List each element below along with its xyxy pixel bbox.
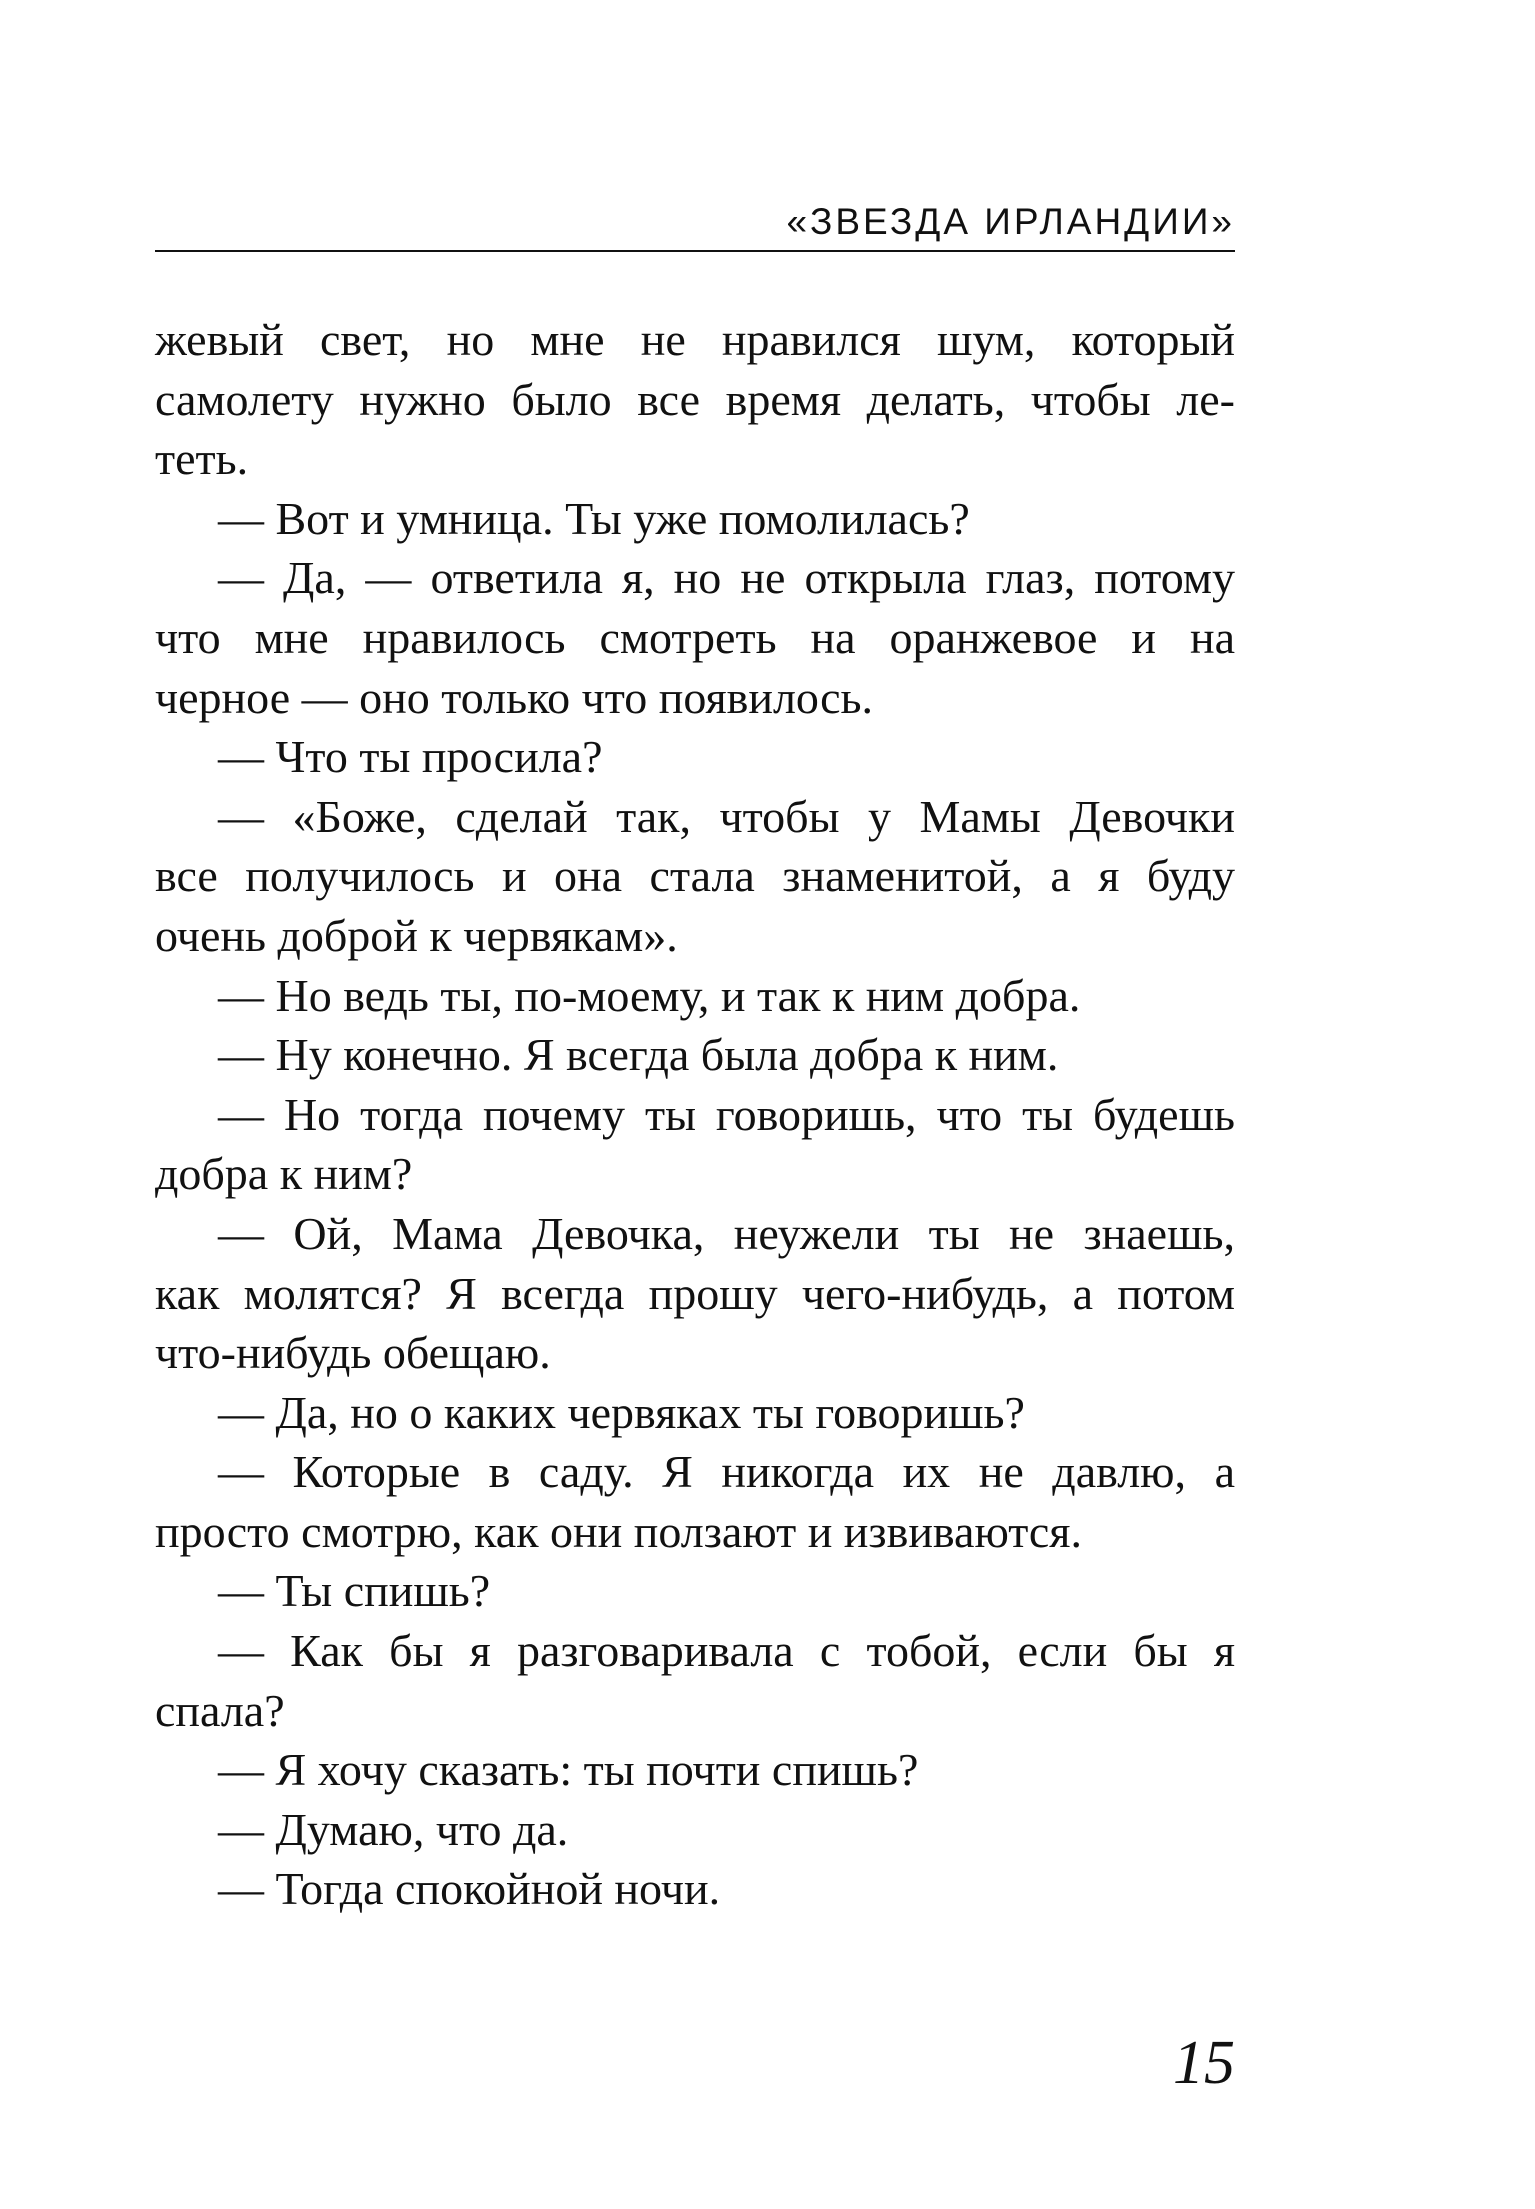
text-line: — Ой, Мама Девочка, неужели ты не знаешь,: [218, 1207, 1235, 1259]
text-line: — Которые в саду. Я никогда их не давлю, а: [218, 1446, 1235, 1498]
text-line: — Вот и умница. Ты уже помолилась?: [218, 492, 970, 544]
page-number: 15: [1173, 2029, 1235, 2097]
text-line: просто смотрю, как они ползают и извиваются.: [155, 1505, 1082, 1557]
text-line: — Я хочу сказать: ты почти спишь?: [218, 1744, 919, 1796]
header-rule: [155, 250, 1235, 252]
text-line: — Да, — ответила я, но не открыла глаз, потому: [218, 552, 1235, 604]
text-line: — Но ведь ты, по-моему, и так к ним добра.: [218, 969, 1081, 1021]
text-line: как молятся? Я всегда прошу чего-нибудь, а потом: [155, 1267, 1235, 1319]
text-line: — Думаю, что да.: [218, 1803, 569, 1855]
text-line: что-нибудь обещаю.: [155, 1327, 551, 1379]
text-line: — Но тогда почему ты говоришь, что ты будешь: [218, 1088, 1235, 1140]
text-block: [155, 310, 1235, 1919]
text-line: жевый свет, но мне не нравился шум, который: [155, 314, 1235, 365]
body-text: [155, 310, 1235, 1919]
text-line: — Ты спишь?: [218, 1565, 491, 1617]
text-line: теть.: [155, 433, 249, 485]
text-line: — Да, но о каких червяках ты говоришь?: [218, 1386, 1025, 1438]
text-line: что мне нравилось смотреть на оранжевое и на: [155, 611, 1235, 663]
text-line: черное — оно только что появилось.: [155, 671, 873, 723]
text-line: все получилось и она стала знаменитой, а я буду: [155, 850, 1235, 902]
text-line: — Что ты просила?: [218, 731, 603, 783]
text-line: спала?: [155, 1684, 285, 1736]
text-line: — «Боже, сделай так, чтобы у Мамы Девочки: [218, 790, 1235, 842]
text-line: очень доброй к червякам».: [155, 909, 678, 961]
running-head: «ЗВЕЗДА ИРЛАНДИИ»: [786, 201, 1235, 242]
text-line: — Как бы я разговаривала с тобой, если бы я: [218, 1625, 1235, 1677]
text-line: добра к ним?: [155, 1148, 413, 1200]
text-line: самолету нужно было все время делать, чтобы ле-: [155, 373, 1235, 425]
text-line: — Ну конечно. Я всегда была добра к ним.: [218, 1029, 1059, 1081]
text-line: — Тогда спокойной ночи.: [218, 1863, 721, 1915]
